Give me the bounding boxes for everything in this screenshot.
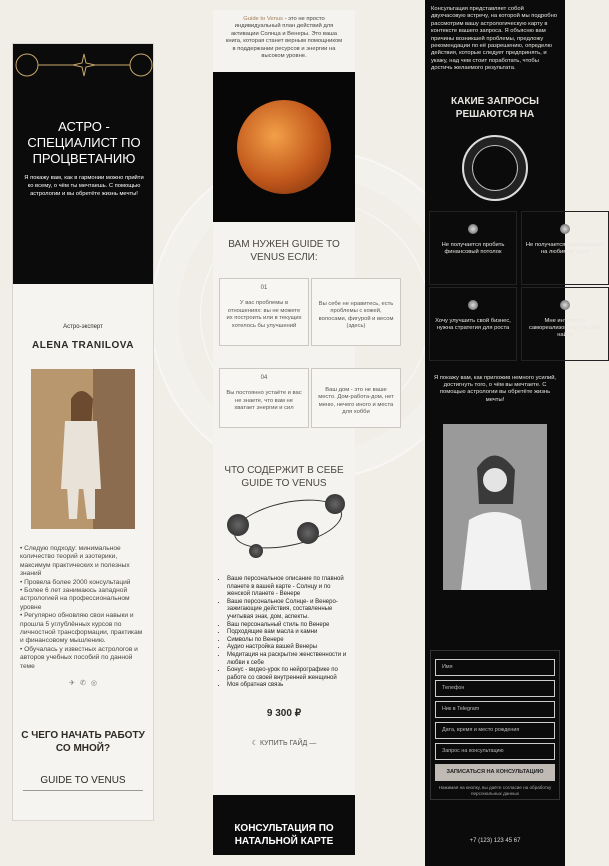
phone-field[interactable]: Телефон [435,680,555,697]
request-card [429,211,517,285]
planet-photo [297,522,319,544]
card-number: 04 [260,375,268,381]
moon-icon [560,300,570,310]
contains-heading: ЧТО СОДЕРЖИТ В СЕБЕ GUIDE TO VENUS [224,465,344,489]
list-item: • Медитация на раскрытие женственности и любви к себе [227,652,349,667]
list-item: • Ваше персональное описание по главной планете в вашей карте - Солнцу и по женской планете - Венере [227,576,349,599]
telegram-field[interactable]: Ник в Telegram [435,701,555,718]
list-item: • Более 6 лет занимаюсь западной астрологией на профессиональном уровне [20,587,130,611]
requests-grid [425,211,605,361]
telegram-icon[interactable]: ✈ [69,680,75,688]
moon-icon [560,224,570,234]
problem-card [219,278,309,346]
problem-card [219,368,309,428]
request-card [521,211,609,285]
problem-card [311,278,401,346]
mobile-frame-middle[interactable] [213,10,394,855]
list-item: • Обучалась у известных астрологов и авторов учебных пособий по данной теме [20,645,138,670]
card-text: Вы себе не нравитесь, есть проблемы с кожей, волосами, фигурой и весом (здесь) [318,301,394,330]
tagline: Я покажу вам, как приложив немного усилий, достигнуть того, о чём вы мечтаете. С помощью астрологии вы обретёте жизнь мечты! [433,374,557,403]
planet-photo [227,514,249,536]
buy-guide-button[interactable]: ☾ КУПИТЬ ГАЙД — [251,739,317,747]
card-text: У вас проблемы в отношениях: вы не можете их построить или в текущих хотелось бы улучшений [226,300,302,329]
orbit-illustration [225,494,343,564]
name-field[interactable]: Имя [435,659,555,676]
consultation-intro: Консультация представляет собой двухчасовую встречу, на которой мы подробно рассмотрим вашу астрологическую карту в контексте вашего запроса. Я объясню вам причины возникшей проблемы, предложу рекомендации по её разрешению, определю действия, которые следует предпринять, и укажу, над чем стоит поработать, чтобы достичь желаемого результата. [431,6,558,72]
celestial-ornament-icon [13,48,155,82]
bullet-list [20,545,147,671]
card-number: 01 [260,285,268,291]
hero-section [13,44,153,284]
zodiac-clock-icon [462,135,528,201]
woman-in-suit-image [31,369,135,529]
request-text: Не получается пробить финансовый потолок [441,241,505,255]
submit-button[interactable]: ЗАПИСАТЬСЯ НА КОНСУЛЬТАЦИЮ [435,764,555,781]
expert-photo [31,369,135,529]
moon-icon [468,224,478,234]
expert-label: Астро-эксперт [63,324,103,330]
request-text: Мне интересно самореализоваться и себя найти [528,317,602,339]
whatsapp-icon[interactable]: ✆ [79,680,86,688]
list-item: • Ваш персональный стиль по Венере [227,622,349,630]
request-card [429,287,517,361]
guide-intro-text: - это не просто индивидуальный план действий для активации Солнца и Венеры. Это ваша книга, которая станет верным помощником в поддержании ресурсов и энергии на высоком уровне. [225,16,343,60]
list-item: • Подходящие вам масла и камни [227,629,349,637]
planet-photo [325,494,345,514]
list-item: • Следую подходу: минимальное количество теорий и эзотерики, максимум практических и полезных знаний [20,545,130,578]
hero-title: АСТРО - СПЕЦИАЛИСТ ПО ПРОЦВЕТАНИЮ [27,119,141,166]
expert-name: ALENA TRANILOVA [32,340,134,351]
birth-data-field[interactable]: Дата, время и место рождения [435,722,555,739]
guide-intro-highlight: Guide to Venus [243,16,283,22]
list-item: • Моя обратная связь [227,682,349,690]
card-text: Ваш дом - это не ваше место. Дом-работа-дом, нет меню, нечего иного и места для хобби [318,387,394,416]
problem-card [311,368,401,428]
request-text: Не получается зарабатывать на любимом деле [525,241,605,255]
consultation-heading: КОНСУЛЬТАЦИЯ ПО НАТАЛЬНОЙ КАРТЕ [213,795,355,855]
planet-photo [249,544,263,558]
mobile-frame-right[interactable] [425,0,605,866]
guide-to-venus-link[interactable]: GUIDE TO VENUS [23,775,143,791]
social-links [13,679,153,687]
list-item: • Ваше персональное Солнце- и Венеро-зажигающие действия, составленные учитывая знак, дом, аспекты. [227,599,349,622]
hero-text: Я покажу вам, как в гармонии можно прийти ко всему, о чём ты мечтаешь. С помощью астрологии и вы обретёте жизнь мечты! [24,175,144,197]
list-item: • Провела более 2000 консультаций [20,578,131,586]
request-text: Хочу улучшить свой бизнес, нужна стратегия для роста [435,317,511,331]
moon-icon [468,300,478,310]
venus-banner [213,72,355,222]
phone-number[interactable]: +7 (123) 123 45 67 [469,838,521,844]
requests-heading: КАКИЕ ЗАПРОСЫ РЕШАЮТСЯ НА [451,95,539,120]
woman-portrait-image [443,424,547,590]
price-label: 9 300 ₽ [266,707,302,719]
guide-intro [213,10,355,72]
list-item: • Аудио настройка вашей Венеры [227,644,349,652]
instagram-icon[interactable]: ◎ [90,680,97,688]
request-card [521,287,609,361]
booking-form [430,650,560,800]
request-field[interactable]: Запрос на консультацию [435,743,555,760]
contents-list [223,576,349,690]
problem-cards [213,278,394,489]
mobile-frame-left[interactable] [12,43,154,821]
astrologer-photo [443,424,547,590]
need-guide-heading: ВАМ НУЖЕН GUIDE TO VENUS ЕСЛИ: [228,239,340,263]
list-item: • Бонус - видео-урок по нейрографике по работе со своей внутренней женщиной [227,667,349,682]
list-item: • Регулярно обновляю свои навыки и прошла 5 углублённых курсов по личностной трансформации, практикам и финансовому мышлению. [20,612,143,645]
list-item: • Символы по Венере [227,637,349,645]
venus-planet-image [237,100,331,194]
start-question-heading: С ЧЕГО НАЧАТЬ РАБОТУ СО МНОЙ? [21,730,145,755]
card-text: Вы постоянно устаёте и вас не знаете, что вам не хватает энергии и сил [226,390,302,412]
consent-text: Нажимая на кнопку, вы даёте согласие на обработку персональных данных [438,785,552,796]
